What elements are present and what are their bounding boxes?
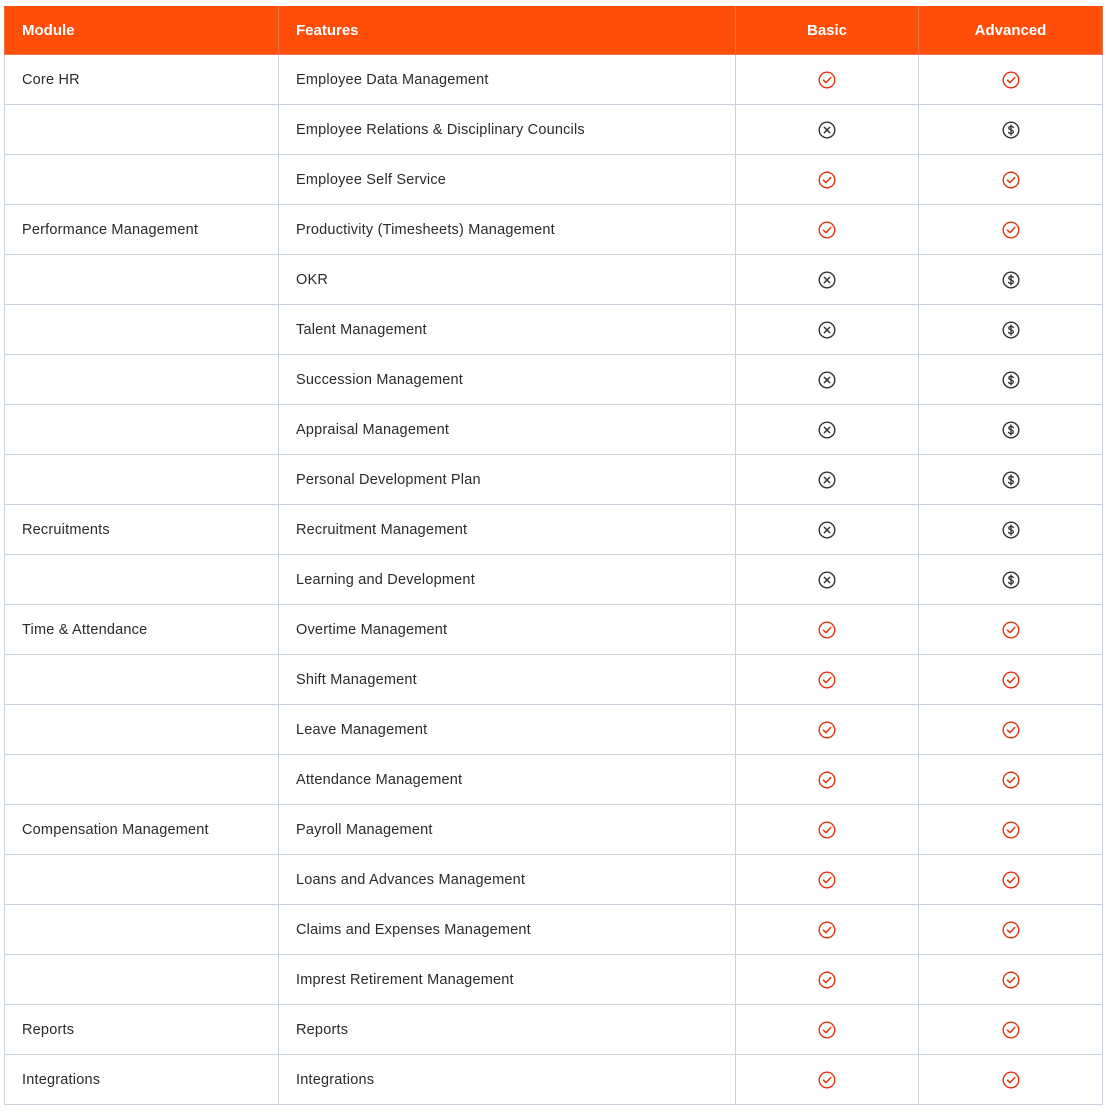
module-cell: Compensation Management (5, 805, 279, 855)
check-circle-icon (818, 1071, 836, 1089)
table-row (5, 855, 1103, 905)
dollar-circle-icon (1002, 321, 1020, 339)
check-circle-icon (818, 721, 836, 739)
x-circle-icon (818, 421, 836, 439)
plan-comparison-table (4, 6, 1103, 1105)
feature-cell: Leave Management (279, 705, 736, 755)
advanced-availability-cell (919, 105, 1103, 155)
table-row (5, 155, 1103, 205)
check-circle-icon (1002, 921, 1020, 939)
module-cell (5, 655, 279, 705)
x-circle-icon (818, 121, 836, 139)
advanced-availability-cell (919, 455, 1103, 505)
check-circle-icon (1002, 1021, 1020, 1039)
table-row (5, 755, 1103, 805)
advanced-availability-cell (919, 605, 1103, 655)
advanced-availability-cell (919, 955, 1103, 1005)
x-circle-icon (818, 321, 836, 339)
table-row (5, 555, 1103, 605)
advanced-availability-cell (919, 405, 1103, 455)
features-column-header: Features (279, 6, 736, 55)
module-cell: Time & Attendance (5, 605, 279, 655)
module-cell (5, 855, 279, 905)
module-column-header: Module (5, 6, 279, 55)
module-cell (5, 955, 279, 1005)
table-row (5, 805, 1103, 855)
feature-cell: Appraisal Management (279, 405, 736, 455)
dollar-circle-icon (1002, 571, 1020, 589)
basic-availability-cell (736, 605, 919, 655)
advanced-availability-cell (919, 905, 1103, 955)
x-circle-icon (818, 571, 836, 589)
module-cell (5, 155, 279, 205)
table-row (5, 955, 1103, 1005)
basic-availability-cell (736, 455, 919, 505)
dollar-circle-icon (1002, 421, 1020, 439)
table-body (5, 55, 1103, 1105)
feature-cell: Employee Data Management (279, 55, 736, 105)
table-row (5, 205, 1103, 255)
table-header (5, 6, 1103, 55)
advanced-column-header: Advanced (919, 6, 1103, 55)
check-circle-icon (818, 871, 836, 889)
feature-cell: Talent Management (279, 305, 736, 355)
module-cell (5, 905, 279, 955)
module-cell (5, 105, 279, 155)
advanced-availability-cell (919, 255, 1103, 305)
basic-availability-cell (736, 955, 919, 1005)
advanced-availability-cell (919, 555, 1103, 605)
feature-cell: Shift Management (279, 655, 736, 705)
module-cell (5, 705, 279, 755)
module-cell: Core HR (5, 55, 279, 105)
advanced-availability-cell (919, 1055, 1103, 1105)
feature-cell: OKR (279, 255, 736, 305)
feature-cell: Attendance Management (279, 755, 736, 805)
basic-availability-cell (736, 555, 919, 605)
check-circle-icon (818, 71, 836, 89)
basic-availability-cell (736, 55, 919, 105)
x-circle-icon (818, 471, 836, 489)
check-circle-icon (818, 821, 836, 839)
check-circle-icon (1002, 221, 1020, 239)
basic-column-header: Basic (736, 6, 919, 55)
module-cell (5, 405, 279, 455)
module-cell: Performance Management (5, 205, 279, 255)
basic-availability-cell (736, 805, 919, 855)
table-row (5, 55, 1103, 105)
dollar-circle-icon (1002, 521, 1020, 539)
module-cell: Reports (5, 1005, 279, 1055)
feature-cell: Learning and Development (279, 555, 736, 605)
feature-cell: Reports (279, 1005, 736, 1055)
advanced-availability-cell (919, 755, 1103, 805)
module-cell (5, 255, 279, 305)
basic-availability-cell (736, 405, 919, 455)
dollar-circle-icon (1002, 471, 1020, 489)
x-circle-icon (818, 371, 836, 389)
check-circle-icon (818, 971, 836, 989)
module-cell (5, 555, 279, 605)
basic-availability-cell (736, 105, 919, 155)
feature-cell: Loans and Advances Management (279, 855, 736, 905)
advanced-availability-cell (919, 655, 1103, 705)
module-cell (5, 355, 279, 405)
module-cell (5, 755, 279, 805)
basic-availability-cell (736, 655, 919, 705)
basic-availability-cell (736, 355, 919, 405)
feature-cell: Claims and Expenses Management (279, 905, 736, 955)
header-row (5, 6, 1103, 55)
feature-cell: Productivity (Timesheets) Management (279, 205, 736, 255)
advanced-availability-cell (919, 155, 1103, 205)
advanced-availability-cell (919, 805, 1103, 855)
comparison-table-container (4, 6, 1102, 1105)
advanced-availability-cell (919, 1005, 1103, 1055)
advanced-availability-cell (919, 705, 1103, 755)
feature-cell: Personal Development Plan (279, 455, 736, 505)
module-cell (5, 455, 279, 505)
basic-availability-cell (736, 705, 919, 755)
table-row (5, 655, 1103, 705)
basic-availability-cell (736, 205, 919, 255)
table-row (5, 455, 1103, 505)
check-circle-icon (1002, 871, 1020, 889)
table-row (5, 1055, 1103, 1105)
feature-cell: Overtime Management (279, 605, 736, 655)
dollar-circle-icon (1002, 271, 1020, 289)
table-row (5, 105, 1103, 155)
table-row (5, 1005, 1103, 1055)
basic-availability-cell (736, 155, 919, 205)
feature-cell: Integrations (279, 1055, 736, 1105)
basic-availability-cell (736, 1005, 919, 1055)
check-circle-icon (1002, 671, 1020, 689)
table-row (5, 905, 1103, 955)
advanced-availability-cell (919, 505, 1103, 555)
feature-cell: Succession Management (279, 355, 736, 405)
check-circle-icon (818, 171, 836, 189)
check-circle-icon (1002, 771, 1020, 789)
table-row (5, 505, 1103, 555)
check-circle-icon (818, 921, 836, 939)
table-row (5, 705, 1103, 755)
check-circle-icon (818, 671, 836, 689)
check-circle-icon (818, 621, 836, 639)
check-circle-icon (818, 1021, 836, 1039)
basic-availability-cell (736, 1055, 919, 1105)
feature-cell: Recruitment Management (279, 505, 736, 555)
table-row (5, 355, 1103, 405)
advanced-availability-cell (919, 305, 1103, 355)
feature-cell: Employee Relations & Disciplinary Councils (279, 105, 736, 155)
check-circle-icon (818, 221, 836, 239)
table-row (5, 255, 1103, 305)
advanced-availability-cell (919, 855, 1103, 905)
advanced-availability-cell (919, 205, 1103, 255)
check-circle-icon (818, 771, 836, 789)
feature-cell: Payroll Management (279, 805, 736, 855)
check-circle-icon (1002, 621, 1020, 639)
module-cell: Recruitments (5, 505, 279, 555)
check-circle-icon (1002, 721, 1020, 739)
check-circle-icon (1002, 971, 1020, 989)
module-cell: Integrations (5, 1055, 279, 1105)
advanced-availability-cell (919, 55, 1103, 105)
check-circle-icon (1002, 1071, 1020, 1089)
basic-availability-cell (736, 505, 919, 555)
advanced-availability-cell (919, 355, 1103, 405)
dollar-circle-icon (1002, 121, 1020, 139)
feature-cell: Imprest Retirement Management (279, 955, 736, 1005)
table-row (5, 405, 1103, 455)
basic-availability-cell (736, 305, 919, 355)
x-circle-icon (818, 271, 836, 289)
basic-availability-cell (736, 755, 919, 805)
x-circle-icon (818, 521, 836, 539)
dollar-circle-icon (1002, 371, 1020, 389)
feature-cell: Employee Self Service (279, 155, 736, 205)
basic-availability-cell (736, 905, 919, 955)
check-circle-icon (1002, 71, 1020, 89)
basic-availability-cell (736, 855, 919, 905)
basic-availability-cell (736, 255, 919, 305)
table-row (5, 605, 1103, 655)
table-row (5, 305, 1103, 355)
module-cell (5, 305, 279, 355)
check-circle-icon (1002, 821, 1020, 839)
check-circle-icon (1002, 171, 1020, 189)
